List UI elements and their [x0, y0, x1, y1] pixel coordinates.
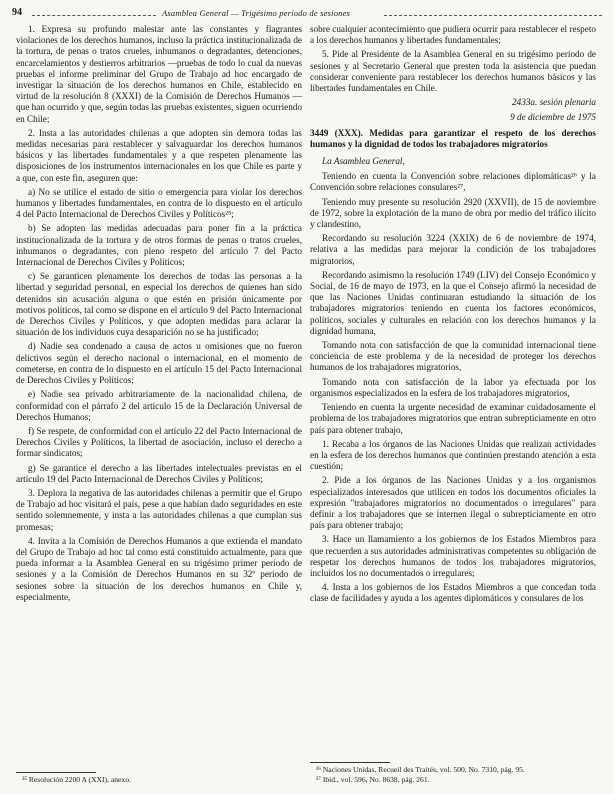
paragraph: g) Se garantice el derecho a las libertades intelectuales previstas en el artículo 19 del Pacto Internacional de Derechos Civiles y Políticos;: [16, 462, 302, 484]
running-head: Asamblea General — Trigésimo período de sesiones: [162, 8, 351, 18]
left-column: [16, 24, 302, 769]
paragraph: Teniendo en cuenta la urgente necesidad de examinar cuidadosamente el problema de los trabajadores migratorios que entran subrepticiamente en otro país para obtener trabajo,: [310, 402, 596, 435]
paragraph: b) Se adopten las medidas adecuadas para poner fin a la práctica institucionalizada de la tortura y de otros formas de penas o tratos crueles, inhumanos o degradantes, con pleno respeto del artículo 7 del Pacto Internacional de Derechos Civiles y Políticos;: [16, 223, 302, 268]
paragraph: 1. Expresa su profundo malestar ante las constantes y flagrantes violaciones de los derechos humanos, incluso la práctica institucionalizada de la tortura, de penas o tratos crueles, inhumanos o degradantes, detenciones, encarcelamientos y destierros arbitrarios —pruebas de todo lo cual da nuevas pruebas el informe preliminar del Grupo de Trabajo ad hoc encargado de investigar la situación de los derechos humanos en Chile, establecido en virtud de la resolución 8 (XXXI) de la Comisión de Derechos Humanos — que han ocurrido y que, según todas las pruebas existentes, siguen ocurriendo en Chile;: [16, 24, 302, 124]
footnote-rule-left: [16, 772, 96, 773]
paragraph: Recordando su resolución 3224 (XXIX) de 6 de noviembre de 1974, relativa a las medidas para mejorar la condición de los trabajadores migratorios,: [310, 233, 596, 266]
header-rule-right: [384, 15, 602, 16]
paragraph: 3. Hace un llamamiento a los gobiernos de los Estados Miembros para que recuerden a sus autoridades administrativas competentes su obligación de respetar los derechos humanos de todos los trabajadores migratorios, incluidos los no documentados o irregulares;: [310, 534, 596, 578]
paragraph: d) Nadie sea condenado a causa de actos u omisiones que no fueron delictivos según el derecho nacional o internacional, en el momento de cometerse, en contra de lo dispuesto en el artículo 15 del Pacto Internacional de Derechos Civiles y Políticos;: [16, 341, 302, 386]
assembly-heading: La Asamblea General,: [322, 156, 405, 167]
paragraph: Teniendo muy presente su resolución 2920 (XXVII), de 15 de noviembre de 1972, sobre la explotación de la mano de obra por medio del tráfico ilícito y clandestino,: [310, 196, 596, 230]
paragraph: 2. Insta a las autoridades chilenas a que adopten sin demora todas las medidas necesarias para restablecer y salvaguardar los derechos humanos básicos y las libertades fundamentales y a que respeten plenamente las disposiciones de los instrumentos internacionales en los que Chile es parte y a que, con este fin, aseguren que:: [16, 127, 302, 183]
resolution-title: 3449 (XXX). Medidas para garantizar el respeto de los derechos humanos y la dignidad de todos los trabajadores migratorios: [310, 127, 596, 149]
paragraph: Recordando asimismo la resolución 1749 (LIV) del Consejo Económico y Social, de 16 de mayo de 1973, en la que el Consejo afirmó la necesidad de que las Naciones Unidas continuaran estudiando la situación de los trabajadores migratorios teniendo en cuenta los factores económicos, políticos, sociales y culturales en relación con los derechos humanos y la dignidad humana,: [310, 269, 596, 336]
paragraph: 5. Pide al Presidente de la Asamblea General en su trigésimo período de sesiones y al Secretario General que presten toda la asistencia que puedan considerar conveniente para restablecer los derechos humanos básicos y las libertades fundamentales en Chile.: [310, 49, 596, 94]
footnote-rule-right: [310, 762, 390, 763]
paragraph: Teniendo en cuenta la Convención sobre relaciones diplomáticas²⁶ y la Convención sobre relaciones consulares²⁷,: [310, 171, 596, 193]
footnote: ²⁷ Ibid., vol. 596, No. 8638, pág. 261.: [316, 775, 430, 784]
right-column: [310, 24, 596, 769]
footnote: ²⁶ Naciones Unidas, Recueil des Traités, vol. 500, No. 7310, pág. 95.: [316, 765, 525, 774]
footnote: ²⁵ Resolución 2200 A (XXI), anexo.: [22, 775, 131, 784]
paragraph: 1. Recaba a los órganos de las Naciones Unidas que realizan actividades en la esfera de los derechos humanos que continúen prestando atención a esta cuestión;: [310, 438, 596, 472]
meeting-line: 2433a. sesión plenaria: [512, 97, 596, 108]
paragraph: c) Se garanticen plenamente los derechos de todas las personas a la libertad y seguridad personal, en especial los derechos de quienes han sido detenidos sin acusación alguna o que estén en prisión únicamente por motivos políticos, tal como se dispone en el artículo 9 del Pacto Internacional de Derechos Civiles y Políticos, y que adopten medidas para aclarar la situación de los individuos cuya desaparición no se ha justificado;: [16, 271, 302, 338]
page-header: [12, 7, 602, 21]
page-number: 94: [12, 7, 22, 18]
paragraph: 3. Deplora la negativa de las autoridades chilenas a permitir que el Grupo de Trabajo ad hoc visitará el país, pese a que habían dado seguridades en este sentido solemnemente, y insta a las autoridades chilenas a que cumplan sus promesas;: [16, 487, 302, 532]
paragraph: Tomando nota con satisfacción de que la comunidad internacional tiene conciencia de este problema y de la necesidad de proteger los derechos humanos de los trabajadores migratorios,: [310, 340, 596, 373]
paragraph: a) No se utilice el estado de sitio o emergencia para violar los derechos humanos y libertades fundamentales, en contra de lo dispuesto en el artículo 4 del Pacto Internacional de Derechos Civiles y Políticos²⁵;: [16, 186, 302, 220]
paragraph: 4. Invita a la Comisión de Derechos Humanos a que extienda el mandato del Grupo de Trabajo ad hoc tal como está constituido actualmente, para que pueda informar a la Asamblea General en su trigésimo primer período de sesiones y a la Comisión de Derechos Humanos en su 32º período de sesiones sobre la situación de los derechos humanos en Chile y, especialmente,: [16, 535, 302, 602]
header-rule-left: [32, 15, 156, 16]
paragraph: Tomando nota con satisfacción de la labor ya efectuada por los organismos especializados en la esfera de los trabajadores migratorios,: [310, 376, 596, 398]
date-line: 9 de diciembre de 1975: [510, 112, 596, 123]
paragraph: f) Se respete, de conformidad con el artículo 22 del Pacto Internacional de Derechos Civiles y Políticos, la libertad de asociación, incluso el derecho a formar sindicatos;: [16, 425, 302, 459]
paragraph: e) Nadie sea privado arbitrariamente de la nacionalidad chilena, de conformidad con el párrafo 2 del artículo 15 de la Declaración Universal de Derechos Humanos;: [16, 389, 302, 422]
paragraph: 2. Pide a los órganos de las Naciones Unidas y a los organismos especializados interesados que utilicen en todos los documentos oficiales la expresión "trabajadores migratorios no documentados o irregulares" para definir a los trabajadores que se internen ilegal o subrepticiamente en otro país para obtener trabajo;: [310, 475, 596, 531]
paragraph: 4. Insta a los gobiernos de los Estados Miembros a que concedan toda clase de facilidades y ayuda a los agentes diplomáticos y consulares de los: [310, 582, 596, 604]
paragraph: sobre cualquier acontecimiento que pudiera ocurrir para restablecer el respeto a los derechos humanos y libertades fundamentales;: [310, 24, 596, 46]
